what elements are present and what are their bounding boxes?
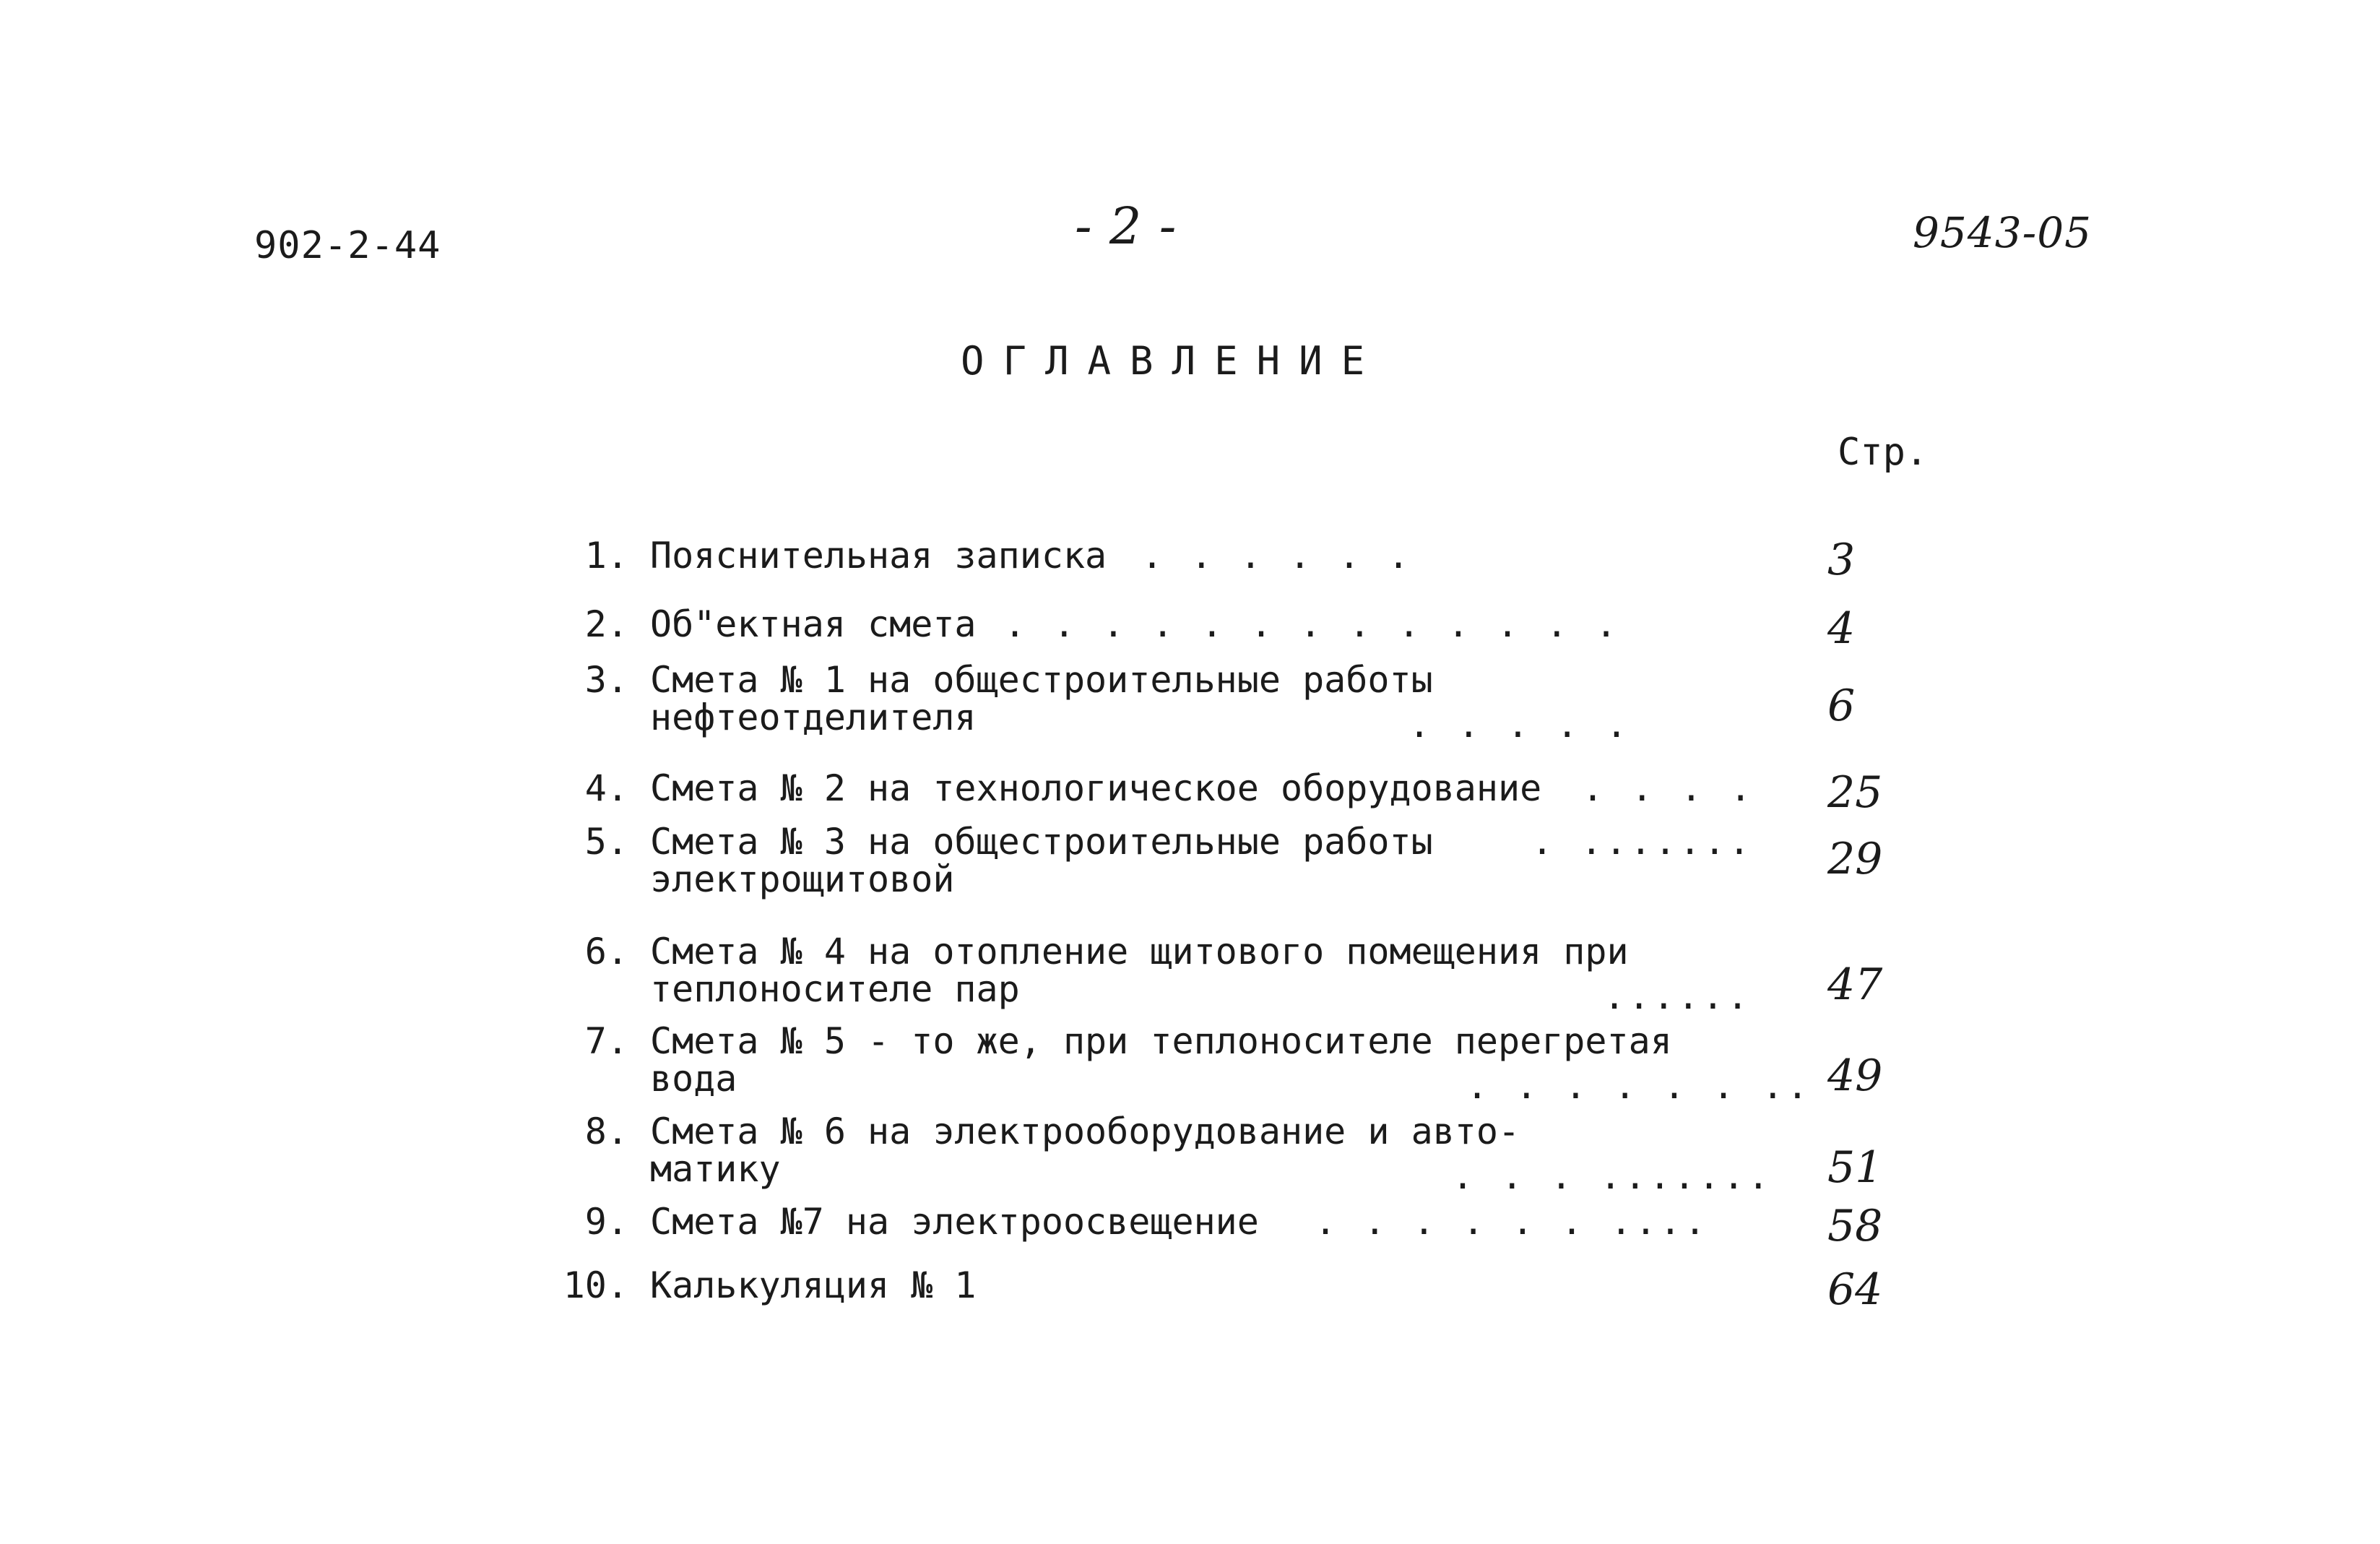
- toc-entry-leader: . . . . . .: [1141, 535, 1413, 577]
- toc-entry-text: Смета № 3 на общестроительные работы: [650, 821, 1433, 863]
- toc-entry-number: 1.: [584, 535, 628, 577]
- toc-entry-text-continued: вода: [650, 1058, 737, 1100]
- page-title: ОГЛАВЛЕНИЕ: [961, 338, 1384, 384]
- toc-entry-page: 58: [1827, 1201, 1883, 1251]
- toc-entry-leader: . . . .: [1582, 767, 1754, 809]
- toc-entry-leader: . .......: [1531, 821, 1753, 863]
- toc-entry-page: 29: [1827, 834, 1883, 884]
- toc-entry-number: 6.: [584, 931, 628, 972]
- sheet-code: 9543-05: [1913, 208, 2093, 257]
- toc-entry-text-continued: теплоносителе пар: [650, 968, 1020, 1010]
- page-column-label: Стр.: [1838, 431, 1929, 474]
- toc-entry-text: Об"ектная смета: [650, 603, 977, 645]
- toc-entry-text: Смета № 1 на общестроительные работы: [650, 659, 1433, 701]
- toc-entry-page: 51: [1827, 1142, 1883, 1193]
- toc-entry-page: 4: [1827, 603, 1856, 654]
- toc-entry-number: 4.: [584, 767, 628, 809]
- toc-entry-page: 64: [1827, 1264, 1883, 1315]
- toc-entry-leader: . . . . . . ....: [1315, 1201, 1709, 1243]
- toc-entry-text: Смета № 6 на электрооборудование и авто-: [650, 1110, 1520, 1152]
- toc-entry-text: Пояснительная записка: [650, 535, 1107, 577]
- toc-entry-text-continued: матику: [650, 1148, 781, 1190]
- toc-entry-page: 3: [1827, 535, 1856, 585]
- page-number: - 2 -: [1075, 197, 1177, 256]
- toc-entry-leader: . . . . . . ..: [1466, 1065, 1812, 1107]
- toc-entry-leader: . . . . .: [1408, 704, 1630, 746]
- toc-entry-number: 7.: [584, 1020, 628, 1062]
- toc-entry-text: Смета № 2 на технологическое оборудование: [650, 767, 1542, 809]
- toc-entry-leader: . . . . . . . . . . . . .: [1004, 603, 1620, 645]
- document-code: 902-2-44: [254, 224, 441, 267]
- toc-entry-number: 8.: [584, 1110, 628, 1152]
- toc-entry-text: Калькуляция № 1: [650, 1264, 977, 1306]
- toc-entry-number: 5.: [584, 821, 628, 863]
- toc-entry-page: 6: [1827, 681, 1856, 731]
- toc-entry-number: 10.: [563, 1264, 628, 1306]
- toc-entry-number: 3.: [584, 659, 628, 701]
- toc-entry-page: 47: [1827, 959, 1883, 1010]
- toc-entry-leader: . . . .......: [1452, 1155, 1773, 1197]
- toc-entry-text-continued: электрощитовой: [650, 858, 955, 900]
- toc-entry-text: Смета № 4 на отопление щитового помещения при: [650, 931, 1629, 972]
- toc-entry-text: Смета №7 на электроосвещение: [650, 1201, 1259, 1243]
- toc-entry-number: 2.: [584, 603, 628, 645]
- toc-entry-page: 49: [1827, 1051, 1883, 1101]
- toc-entry-text-continued: нефтеотделителя: [650, 696, 977, 738]
- toc-entry-page: 25: [1827, 767, 1883, 818]
- toc-entry-number: 9.: [584, 1201, 628, 1243]
- toc-entry-text: Смета № 5 - то же, при теплоносителе перегретая: [650, 1020, 1672, 1062]
- toc-entry-leader: ......: [1604, 975, 1752, 1017]
